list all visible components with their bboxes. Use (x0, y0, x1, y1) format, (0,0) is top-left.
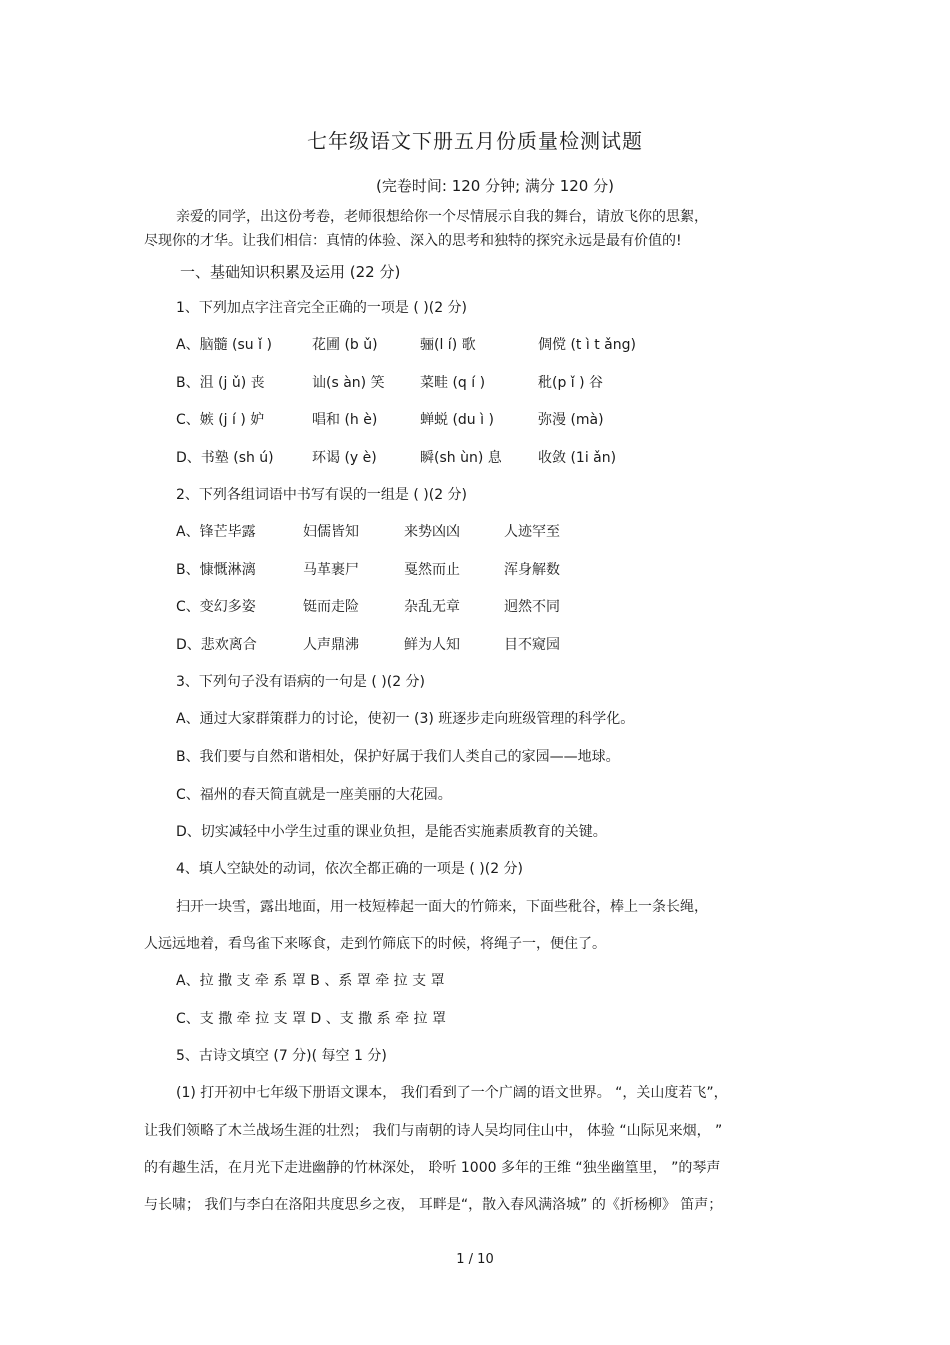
q1-option: 骊(l í) 歌 (420, 337, 476, 353)
q1-option: 花圃 (b ǔ) (312, 337, 378, 353)
q2-option: 铤而走险 (303, 599, 359, 615)
page-number: 1 / 10 (456, 1252, 494, 1267)
q4-passage-line-2: 人远远地着，看鸟雀下来啄食，走到竹筛底下的时候，将绳子一，便住了。 (144, 936, 606, 952)
q2-option: 人声鼎沸 (303, 637, 359, 653)
intro-line-2: 尽现你的才华。让我们相信：真情的体验、深入的思考和独特的探究永远是最有价值的! (144, 233, 682, 249)
q2-option: B、慷慨淋漓 (176, 562, 256, 578)
q2-option: 鲜为人知 (404, 637, 460, 653)
q1-option: B、沮 (j ǔ) 丧 (176, 375, 265, 391)
question-3-stem: 3、下列句子没有语病的一句是 ( )(2 分) (176, 674, 426, 690)
q1-option: 讪(s àn) 笑 (312, 375, 385, 391)
q2-option: 妇儒皆知 (303, 524, 359, 540)
exam-info: (完卷时间: 120 分钟; 满分 120 分) (376, 177, 614, 195)
q1-option: 环谒 (y è) (312, 450, 377, 466)
q2-option: 来势凶凶 (404, 524, 460, 540)
q2-option: 人迹罕至 (504, 524, 560, 540)
q2-option: C、变幻多姿 (176, 599, 256, 615)
q1-option: 收敛 (1i ǎn) (538, 450, 617, 466)
question-5-stem: 5、古诗文填空 (7 分)( 每空 1 分) (176, 1048, 387, 1064)
question-1-stem: 1、下列加点字注音完全正确的一项是 ( )(2 分) (176, 300, 468, 316)
page-title: 七年级语文下册五月份质量检测试题 (307, 129, 643, 153)
q2-option: 马革裹尸 (303, 562, 359, 578)
q5-line-4: 与长啸； 我们与李白在洛阳共度思乡之夜， 耳畔是“，散入春风满洛城” 的《折杨柳》 笛声； (144, 1197, 723, 1213)
q2-option: 浑身解数 (504, 562, 560, 578)
q2-option: 迥然不同 (504, 599, 560, 615)
q5-line-3: 的有趣生活，在月光下走进幽静的竹林深处， 聆听 1000 多年的王维 “独坐幽篁里， ”的琴声 (144, 1160, 721, 1176)
q1-option: A、脑髓 (su ǐ ) (176, 337, 272, 353)
q1-option: 秕(p ǐ ) 谷 (538, 375, 604, 391)
q3-option-b: B、我们要与自然和谐相处，保护好属于我们人类自己的家园——地球。 (176, 749, 620, 765)
q1-option: 唱和 (h è) (312, 412, 378, 428)
q5-line-2: 让我们领略了木兰战场生涯的壮烈； 我们与南朝的诗人吴均同住山中， 体验 “山际见来烟， ” (144, 1123, 723, 1139)
q4-options-cd: C、支 撒 牵 拉 支 罩 D 、支 撒 系 牵 拉 罩 (176, 1011, 446, 1027)
q2-option: D、悲欢离合 (176, 637, 257, 653)
q1-option: 瞬(sh ùn) 息 (420, 450, 502, 466)
q2-option: 目不窥园 (504, 637, 560, 653)
q1-option: D、书塾 (sh ú) (176, 450, 274, 466)
q4-options-ab: A、拉 撒 支 牵 系 罩 B 、系 罩 牵 拉 支 罩 (176, 973, 445, 989)
q5-line-1: (1) 打开初中七年级下册语文课本， 我们看到了一个广阔的语文世界。 “，关山度若飞”， (176, 1085, 728, 1101)
q3-option-a: A、通过大家群策群力的讨论，使初一 (3) 班逐步走向班级管理的科学化。 (176, 711, 635, 727)
section-heading: 一、基础知识积累及运用 (22 分) (180, 263, 401, 281)
q1-option: 倜傥 (t ì t ǎng) (538, 337, 636, 353)
q1-option: 菜畦 (q í ) (420, 375, 486, 391)
q2-option: 戛然而止 (404, 562, 460, 578)
question-2-stem: 2、下列各组词语中书写有误的一组是 ( )(2 分) (176, 487, 468, 503)
q4-passage-line-1: 扫开一块雪，露出地面，用一枝短棒起一面大的竹筛来，下面些秕谷，棒上一条长绳， (176, 899, 708, 915)
intro-line-1: 亲爱的同学，出这份考卷，老师很想给你一个尽情展示自我的舞台，请放飞你的思絮， (176, 209, 708, 225)
q1-option: 弥漫 (mà) (538, 412, 604, 428)
q3-option-d: D、切实减轻中小学生过重的课业负担，是能否实施素质教育的关键。 (176, 824, 607, 840)
q1-option: 蝉蜕 (du ì ) (420, 412, 494, 428)
q3-option-c: C、福州的春天简直就是一座美丽的大花园。 (176, 787, 452, 803)
q1-option: C、嫉 (j í ) 妒 (176, 412, 265, 428)
question-4-stem: 4、填人空缺处的动词，依次全都正确的一项是 ( )(2 分) (176, 861, 524, 877)
q2-option: 杂乱无章 (404, 599, 460, 615)
q2-option: A、锋芒毕露 (176, 524, 256, 540)
